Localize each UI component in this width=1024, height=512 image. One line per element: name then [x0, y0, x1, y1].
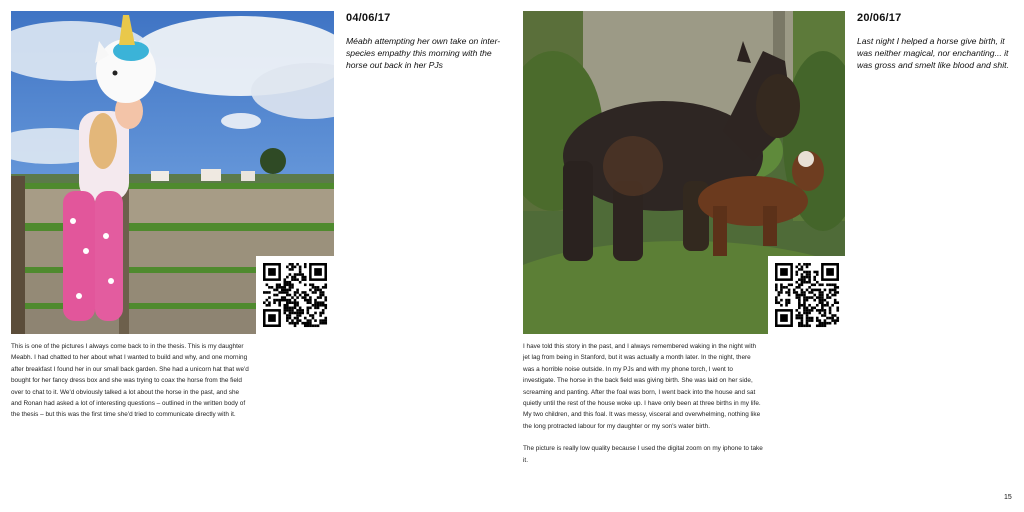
qr-code-icon [256, 256, 334, 334]
photo-caption: Last night I helped a horse give birth, it was neither magical, nor enchanting... it was gross and smelt like blood and shit. [857, 36, 1009, 70]
photo-caption: Méabh attempting her own take on inter-species empathy this morning with the horse out back in her PJs [346, 36, 501, 70]
entry-date: 20/06/17 [857, 12, 902, 24]
qr-code-right[interactable] [768, 256, 846, 334]
body-text [523, 341, 763, 466]
qr-code-icon [768, 256, 846, 334]
body-paragraph: The picture is really low quality because I used the digital zoom on my iphone to take it. [523, 445, 763, 464]
body-paragraph: I have told this story in the past, and I always remembered waking in the night with jet lag from being in Stanford, but it was actually a month later. In the night, there was a horrible noise outside. In my PJs and with my phone torch, I went to investigate. The horse in the back field was giving birth. She was laid on her side, screaming and panting. After the foal was born, I went back into the house and sat quietly until the rest of the house woke up. I have only been at three births in my life. My two children, and this foal. It was messy, visceral and overwhelming, nothing like the long protracted labour for my daughter or my son's water birth. [523, 343, 761, 430]
body-text [11, 341, 251, 421]
entry-date: 04/06/17 [346, 12, 391, 24]
page-number: 15 [1004, 494, 1012, 501]
qr-code-left[interactable] [256, 256, 334, 334]
body-paragraph: This is one of the pictures I always come back to in the thesis. This is my daughter Meabh. I had chatted to her about what I wanted to build and why, and one morning after breakfast I found her in our small back garden. She had a unicorn hat that we'd bought for her fancy dress box and she was trying to coax the horse from the field over to chat to it. We'd obviously talked a lot about the horse in the past, and she and Ronan had asked a lot of interesting questions – outlined in the written body of the thesis – but this was the first time she'd tried to communicate directly with it. [11, 343, 249, 419]
